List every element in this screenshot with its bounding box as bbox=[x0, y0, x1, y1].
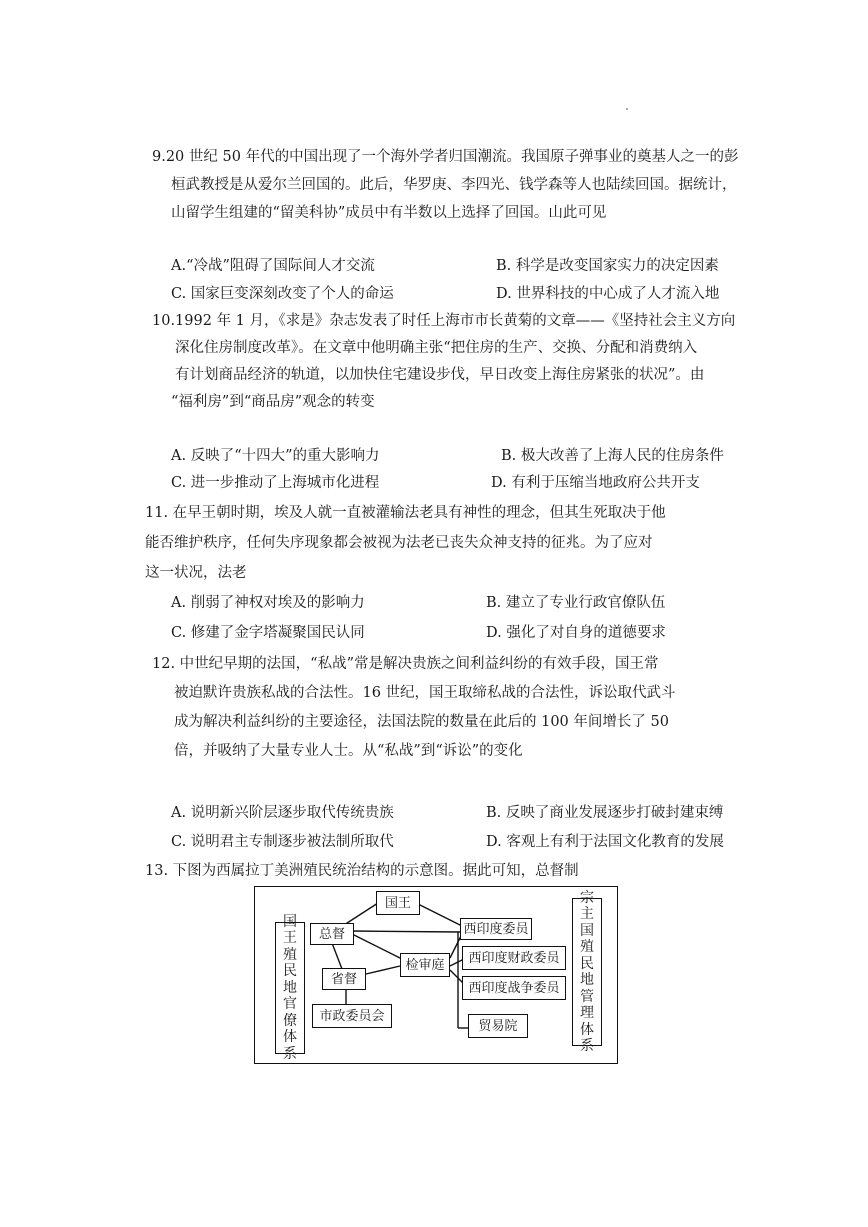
left-label-box bbox=[275, 913, 305, 1062]
left-label-char: 国 bbox=[283, 913, 297, 930]
left-label-char: 体 bbox=[283, 1029, 297, 1046]
left-label-char: 僚 bbox=[283, 1012, 297, 1029]
question-11-option-d: D. 强化了对自身的道德要求 bbox=[486, 625, 666, 641]
question-12-option-c: C. 说明君主专制逐步被法制所取代 bbox=[171, 834, 394, 850]
connector-viceroy-council bbox=[352, 931, 460, 932]
question-12-line-2: 被迫默许贵族私战的合法性。16 世纪，国王取缔私战的合法性，诉讼取代武斗 bbox=[174, 685, 676, 701]
question-11-option-b: B. 建立了专业行政官僚队伍 bbox=[486, 595, 666, 611]
question-9-line-1: 9.20 世纪 50 年代的中国出现了一个海外学者归国潮流。我国原子弹事业的奠基人之一的彭 bbox=[152, 149, 739, 165]
left-label-char: 系 bbox=[283, 1045, 297, 1062]
left-label-char: 民 bbox=[283, 963, 297, 980]
question-11-line-1: 11. 在早王朝时期，埃及人就一直被灌输法老具有神性的理念，但其生死取决于他 bbox=[145, 505, 666, 521]
council-of-indies-box: 西印度委员 bbox=[460, 918, 532, 940]
right-label-char: 国 bbox=[580, 922, 594, 939]
right-label-char: 管 bbox=[580, 988, 594, 1005]
right-label-char: 宗 bbox=[580, 889, 594, 906]
connector-viceroy-audiencia bbox=[352, 934, 402, 959]
right-label-char: 系 bbox=[580, 1038, 594, 1054]
connector-viceroy-governor bbox=[332, 943, 342, 969]
question-9-option-a: A.“冷战”阻碍了国际间人才交流 bbox=[171, 258, 375, 274]
question-12-option-b: B. 反映了商业发展逐步打破封建束缚 bbox=[486, 805, 724, 821]
question-10-option-a: A. 反映了“十四大”的重大影响力 bbox=[171, 448, 380, 464]
finance-council-box: 西印度财政委员 bbox=[462, 946, 566, 970]
question-12-line-3: 成为解决利益纠纷的主要途径，法国法院的数量在此后的 100 年间增长了 50 bbox=[174, 714, 669, 730]
question-10-line-1: 10.1992 年 1 月，《求是》杂志发表了时任上海市市长黄菊的文章——《坚持社会主义方向 bbox=[152, 313, 736, 329]
right-label-char: 理 bbox=[580, 1005, 594, 1021]
question-11-option-a: A. 削弱了神权对埃及的影响力 bbox=[171, 595, 365, 611]
war-council-box: 西印度战争委员 bbox=[462, 976, 566, 1000]
colonial-structure-diagram bbox=[254, 886, 618, 1064]
right-label-char: 体 bbox=[580, 1021, 594, 1038]
connector-king-council bbox=[416, 903, 462, 926]
left-label-char: 王 bbox=[283, 930, 297, 947]
left-label-char: 殖 bbox=[283, 946, 297, 963]
right-label-char: 殖 bbox=[580, 939, 594, 955]
question-12-option-a: A. 说明新兴阶层逐步取代传统贵族 bbox=[171, 805, 394, 821]
question-12-line-1: 12. 中世纪早期的法国，“私战”常是解决贵族之间利益纠纷的有效手段，国王常 bbox=[152, 656, 659, 672]
right-label-char: 主 bbox=[580, 906, 594, 922]
scan-speck bbox=[626, 108, 628, 110]
audiencia-box: 检审庭 bbox=[400, 953, 450, 977]
question-10-line-4: “福利房”到“商品房”观念的转变 bbox=[171, 394, 375, 410]
question-9-option-d: D. 世界科技的中心成了人才流入地 bbox=[496, 286, 720, 302]
viceroy-box: 总督 bbox=[310, 923, 354, 945]
connector-governor-audiencia bbox=[366, 966, 400, 974]
question-13-stem: 13. 下图为西属拉丁美洲殖民统治结构的示意图。据此可知，总督制 bbox=[145, 863, 579, 879]
municipal-council-box: 市政委员会 bbox=[312, 1004, 392, 1028]
question-12-line-4: 倍，并吸纳了大量专业人士。从“私战”到“诉讼”的变化 bbox=[174, 743, 523, 759]
question-11-line-3: 这一状况，法老 bbox=[145, 565, 247, 581]
question-11-option-c: C. 修建了金字塔凝聚国民认同 bbox=[171, 625, 365, 641]
question-9-option-c: C. 国家巨变深刻改变了个人的命运 bbox=[171, 286, 394, 302]
king-box: 国王 bbox=[376, 891, 420, 915]
right-label-box bbox=[572, 889, 602, 1054]
right-label-char: 地 bbox=[580, 972, 594, 988]
right-label-char: 民 bbox=[580, 955, 594, 972]
connector-king-viceroy bbox=[344, 903, 378, 925]
left-label-char: 地 bbox=[283, 979, 297, 996]
question-10-option-d: D. 有利于压缩当地政府公共开支 bbox=[491, 475, 700, 491]
question-10-option-c: C. 进一步推动了上海城市化进程 bbox=[171, 475, 380, 491]
question-9-option-b: B. 科学是改变国家实力的决定因素 bbox=[496, 258, 719, 274]
question-11-line-2: 能否维护秩序，任何失序现象都会被视为法老已丧失众神支持的征兆。为了应对 bbox=[145, 535, 653, 551]
question-10-option-b: B. 极大改善了上海人民的住房条件 bbox=[501, 448, 724, 464]
question-12-option-d: D. 客观上有利于法国文化教育的发展 bbox=[486, 834, 724, 850]
question-10-line-3: 有计划商品经济的轨道，以加快住宅建设步伐，早日改变上海住房紧张的状况”。由 bbox=[175, 367, 705, 383]
question-9-line-2: 桓武教授是从爱尔兰回国的。此后，华罗庚、李四光、钱学森等人也陆续回国。据统计， bbox=[171, 177, 737, 193]
house-of-trade-box: 贸易院 bbox=[468, 1014, 528, 1038]
question-9-line-3: 山留学生组建的“留美科协”成员中有半数以上选择了回国。山此可见 bbox=[171, 205, 607, 221]
left-label-char: 官 bbox=[283, 996, 297, 1013]
question-10-line-2: 深化住房制度改革》。在文章中他明确主张“把住房的生产、交换、分配和消费纳入 bbox=[175, 340, 698, 356]
governor-box: 省督 bbox=[322, 968, 366, 990]
